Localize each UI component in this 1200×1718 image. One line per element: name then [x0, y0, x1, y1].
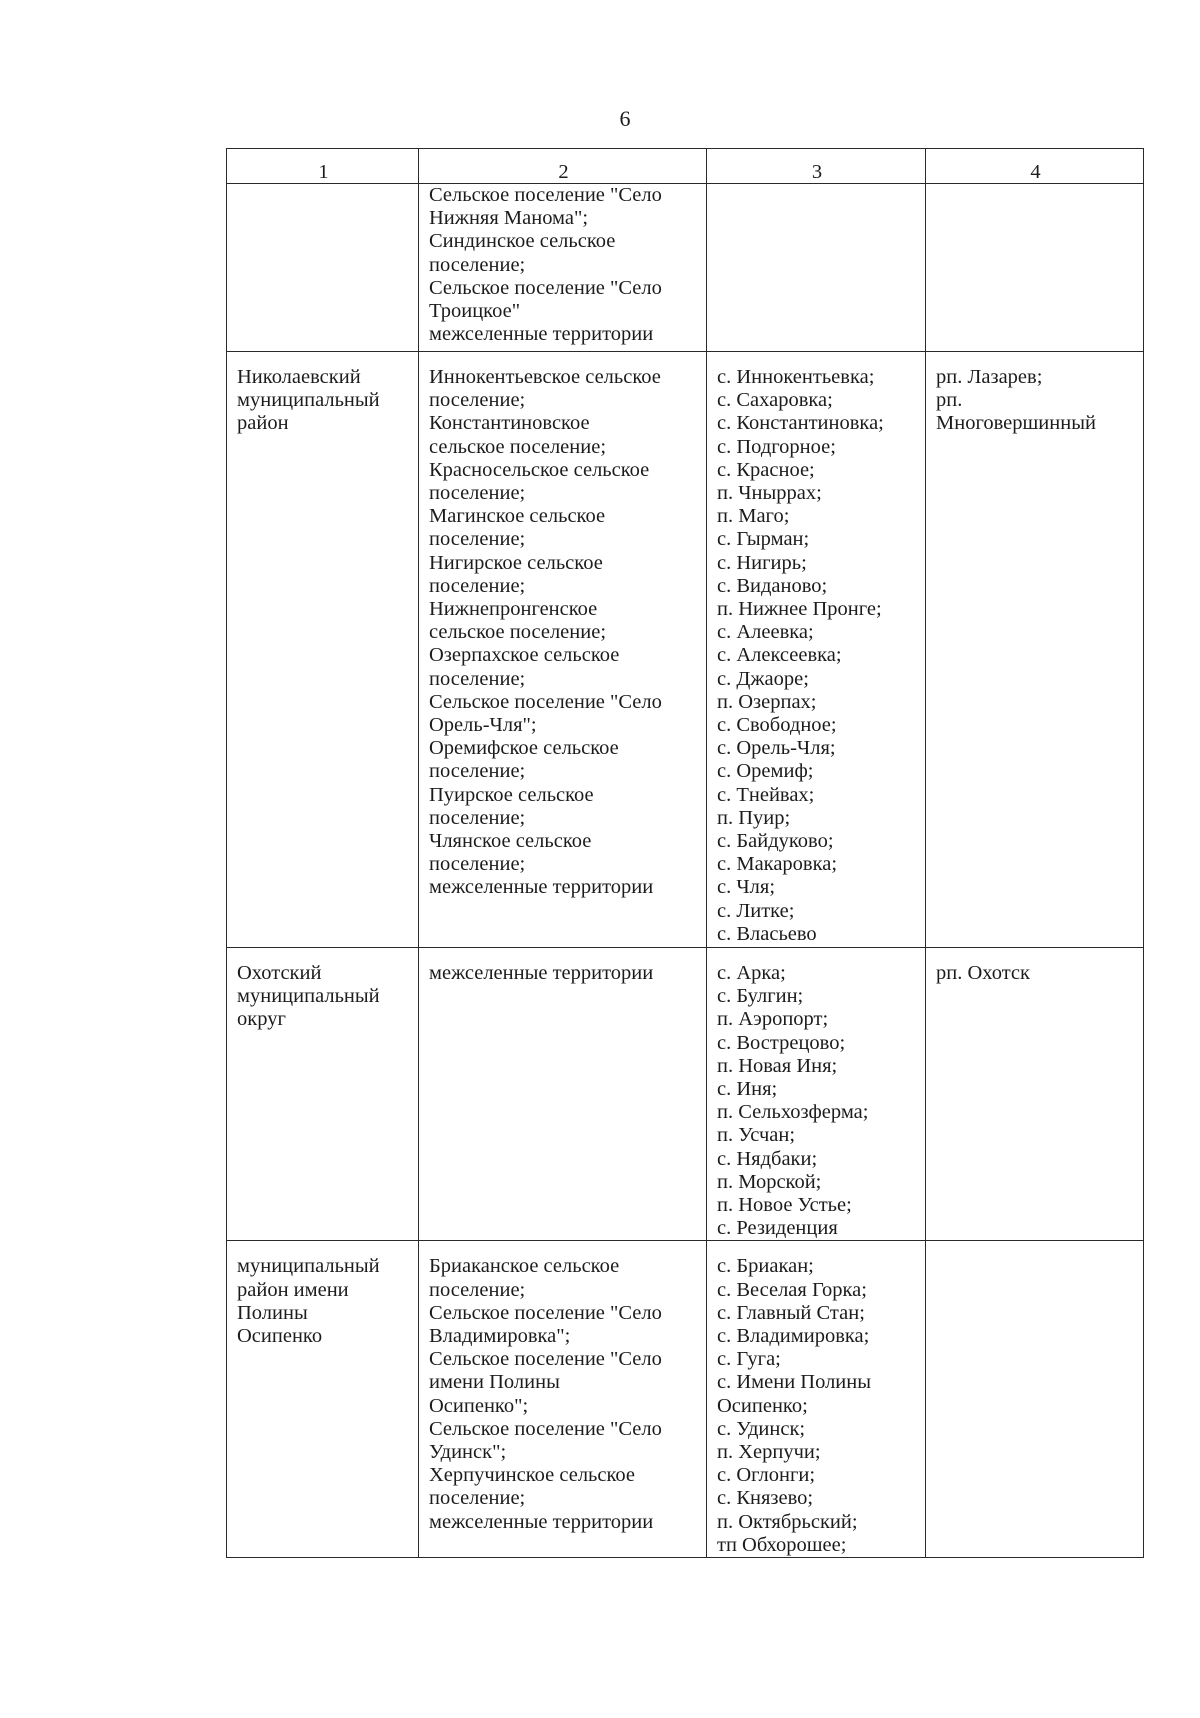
cell-line: Осипенко"; [429, 1394, 529, 1417]
column-header: 2 [419, 149, 707, 184]
cell-line: поселение; [429, 528, 526, 551]
settlements-cell [419, 948, 707, 1241]
cell-line: с. Красное; [717, 458, 815, 481]
cell-line: с. Вострецово; [717, 1031, 846, 1054]
cell-line: Осипенко [237, 1325, 323, 1348]
cell-line: межселенные территории [429, 323, 654, 346]
cell-line: с. Власьево [717, 922, 817, 945]
column-header: 1 [227, 149, 419, 184]
cell-line: с. Джаоре; [717, 667, 809, 690]
table-row [227, 184, 1144, 352]
cell-line: Озерпахское сельское [429, 644, 620, 667]
table-row [227, 1241, 1144, 1558]
cell-line: Сельское поселение "Село [429, 1348, 662, 1371]
cell-line: с. Литке; [717, 899, 795, 922]
cell-line: сельское поселение; [429, 435, 607, 458]
cell-line: Сельское поселение "Село [429, 690, 662, 713]
cell-line: Синдинское сельское [429, 230, 616, 253]
settlements-cell [419, 352, 707, 948]
cell-line: п. Октябрьский; [717, 1510, 858, 1533]
cell-line: Удинск"; [429, 1441, 507, 1464]
cell-line: Орель-Чля"; [429, 714, 537, 737]
cell-line: п. Маго; [717, 505, 790, 528]
cell-line: поселение; [429, 482, 526, 505]
cell-line: с. Арка; [717, 962, 786, 984]
cell-line: с. Булгин; [717, 985, 804, 1008]
cell-line: муниципальный [237, 1255, 380, 1278]
cell-line: Полины [237, 1301, 308, 1324]
cell-line: с. Макаровка; [717, 853, 838, 876]
cell-line: рп. Охотск [936, 962, 1030, 984]
towns-cell [926, 352, 1144, 948]
cell-line: межселенные территории [429, 876, 654, 899]
cell-line: с. Иннокентьевка; [717, 366, 875, 388]
cell-line: рп. [936, 389, 963, 412]
cell-line: с. Чля; [717, 876, 776, 899]
column-header: 4 [926, 149, 1144, 184]
towns-cell [926, 948, 1144, 1241]
cell-line: с. Свободное; [717, 714, 837, 737]
towns-cell [926, 1241, 1144, 1558]
cell-line: поселение; [429, 667, 526, 690]
cell-line: Николаевский [237, 366, 361, 388]
cell-line: Многовершинный [936, 412, 1096, 435]
cell-line: с. Имени Полины [717, 1371, 872, 1394]
cell-line: Оремифское сельское [429, 737, 619, 760]
cell-line: сельское поселение; [429, 621, 607, 644]
cell-line: Владимировка"; [429, 1325, 571, 1348]
cell-line: поселение; [429, 760, 526, 783]
cell-line: п. Аэропорт; [717, 1008, 829, 1031]
cell-line: Нигирское сельское [429, 551, 603, 574]
district-cell [227, 184, 419, 352]
cell-line: муниципальный [237, 985, 380, 1008]
cell-line: Нижняя Манома"; [429, 207, 589, 230]
cell-line: поселение; [429, 1487, 526, 1510]
cell-line: тп Обхорошее; [717, 1533, 847, 1556]
settlements-table [226, 148, 1144, 1558]
cell-line: муниципальный [237, 389, 380, 412]
cell-line: с. Гырман; [717, 528, 810, 551]
page-number: 6 [619, 106, 631, 131]
cell-line: межселенные территории [429, 962, 654, 984]
cell-line: с. Оглонги; [717, 1464, 816, 1487]
district-cell [227, 1241, 419, 1558]
cell-line: поселение; [429, 1278, 526, 1301]
cell-line: округ [237, 1008, 286, 1031]
cell-line: Охотский [237, 962, 322, 984]
cell-line: Осипенко; [717, 1394, 808, 1417]
cell-line: с. Алексеевка; [717, 644, 842, 667]
cell-line: с. Алеевка; [717, 621, 814, 644]
cell-line: Сельское поселение "Село [429, 1301, 662, 1324]
cell-line: Константиновское [429, 412, 590, 435]
cell-line: п. Чныррах; [717, 482, 822, 505]
cell-line: п. Сельхозферма; [717, 1101, 869, 1124]
table-row [227, 352, 1144, 948]
cell-line: имени Полины [429, 1371, 560, 1394]
cell-line: поселение; [429, 253, 526, 276]
cell-line: Члянское сельское [429, 830, 592, 853]
district-cell [227, 352, 419, 948]
cell-line: с. Орель-Чля; [717, 737, 836, 760]
cell-line: поселение; [429, 389, 526, 412]
cell-line: с. Сахаровка; [717, 389, 833, 412]
cell-line: с. Байдуково; [717, 830, 834, 853]
cell-line: п. Нижнее Пронге; [717, 598, 882, 621]
cell-line: Магинское сельское [429, 505, 606, 528]
cell-line: Нижнепронгенское [429, 598, 598, 621]
cell-line: поселение; [429, 853, 526, 876]
cell-line: Бриаканское сельское [429, 1255, 620, 1278]
settlements-cell [419, 1241, 707, 1558]
cell-line: с. Оремиф; [717, 760, 814, 783]
cell-line: Троицкое" [429, 300, 521, 323]
cell-line: п. Морской; [717, 1170, 822, 1193]
cell-line: район [237, 412, 289, 435]
cell-line: с. Тнейвах; [717, 783, 815, 806]
table-row [227, 948, 1144, 1241]
cell-line: район имени [237, 1278, 349, 1301]
cell-line: с. Иня; [717, 1078, 778, 1101]
cell-line: Иннокентьевское сельское [429, 366, 661, 388]
cell-line: п. Херпучи; [717, 1441, 821, 1464]
cell-line: поселение; [429, 574, 526, 597]
cell-line: с. Константиновка; [717, 412, 884, 435]
cell-line: с. Бриакан; [717, 1255, 814, 1278]
cell-line: Сельское поселение "Село [429, 1417, 662, 1440]
district-cell [227, 948, 419, 1241]
cell-line: п. Пуир; [717, 806, 791, 829]
cell-line: с. Подгорное; [717, 435, 836, 458]
cell-line: Красносельское сельское [429, 458, 650, 481]
cell-line: п. Усчан; [717, 1124, 796, 1147]
villages-cell [707, 184, 926, 352]
cell-line: с. Нигирь; [717, 551, 807, 574]
cell-line: с. Резиденция [717, 1217, 838, 1240]
cell-line: Херпучинское сельское [429, 1464, 636, 1487]
cell-line: с. Удинск; [717, 1417, 806, 1440]
cell-line: поселение; [429, 806, 526, 829]
cell-line: Сельское поселение "Село [429, 184, 662, 206]
cell-line: Пуирское сельское [429, 783, 594, 806]
cell-line: с. Нядбаки; [717, 1147, 818, 1170]
cell-line: п. Новое Устье; [717, 1194, 852, 1217]
cell-line: межселенные территории [429, 1510, 654, 1533]
villages-cell [707, 352, 926, 948]
cell-line: с. Главный Стан; [717, 1301, 865, 1324]
cell-line: с. Гуга; [717, 1348, 781, 1371]
villages-cell [707, 948, 926, 1241]
settlements-cell [419, 184, 707, 352]
cell-line: рп. Лазарев; [936, 366, 1043, 388]
cell-line: п. Новая Иня; [717, 1054, 838, 1077]
cell-line: п. Озерпах; [717, 690, 817, 713]
towns-cell [926, 184, 1144, 352]
cell-line: с. Виданово; [717, 574, 828, 597]
table-header-row [227, 149, 1144, 184]
villages-cell [707, 1241, 926, 1558]
column-header: 3 [707, 149, 926, 184]
cell-line: с. Князево; [717, 1487, 814, 1510]
cell-line: с. Веселая Горка; [717, 1278, 867, 1301]
cell-line: Сельское поселение "Село [429, 276, 662, 299]
cell-line: с. Владимировка; [717, 1325, 870, 1348]
